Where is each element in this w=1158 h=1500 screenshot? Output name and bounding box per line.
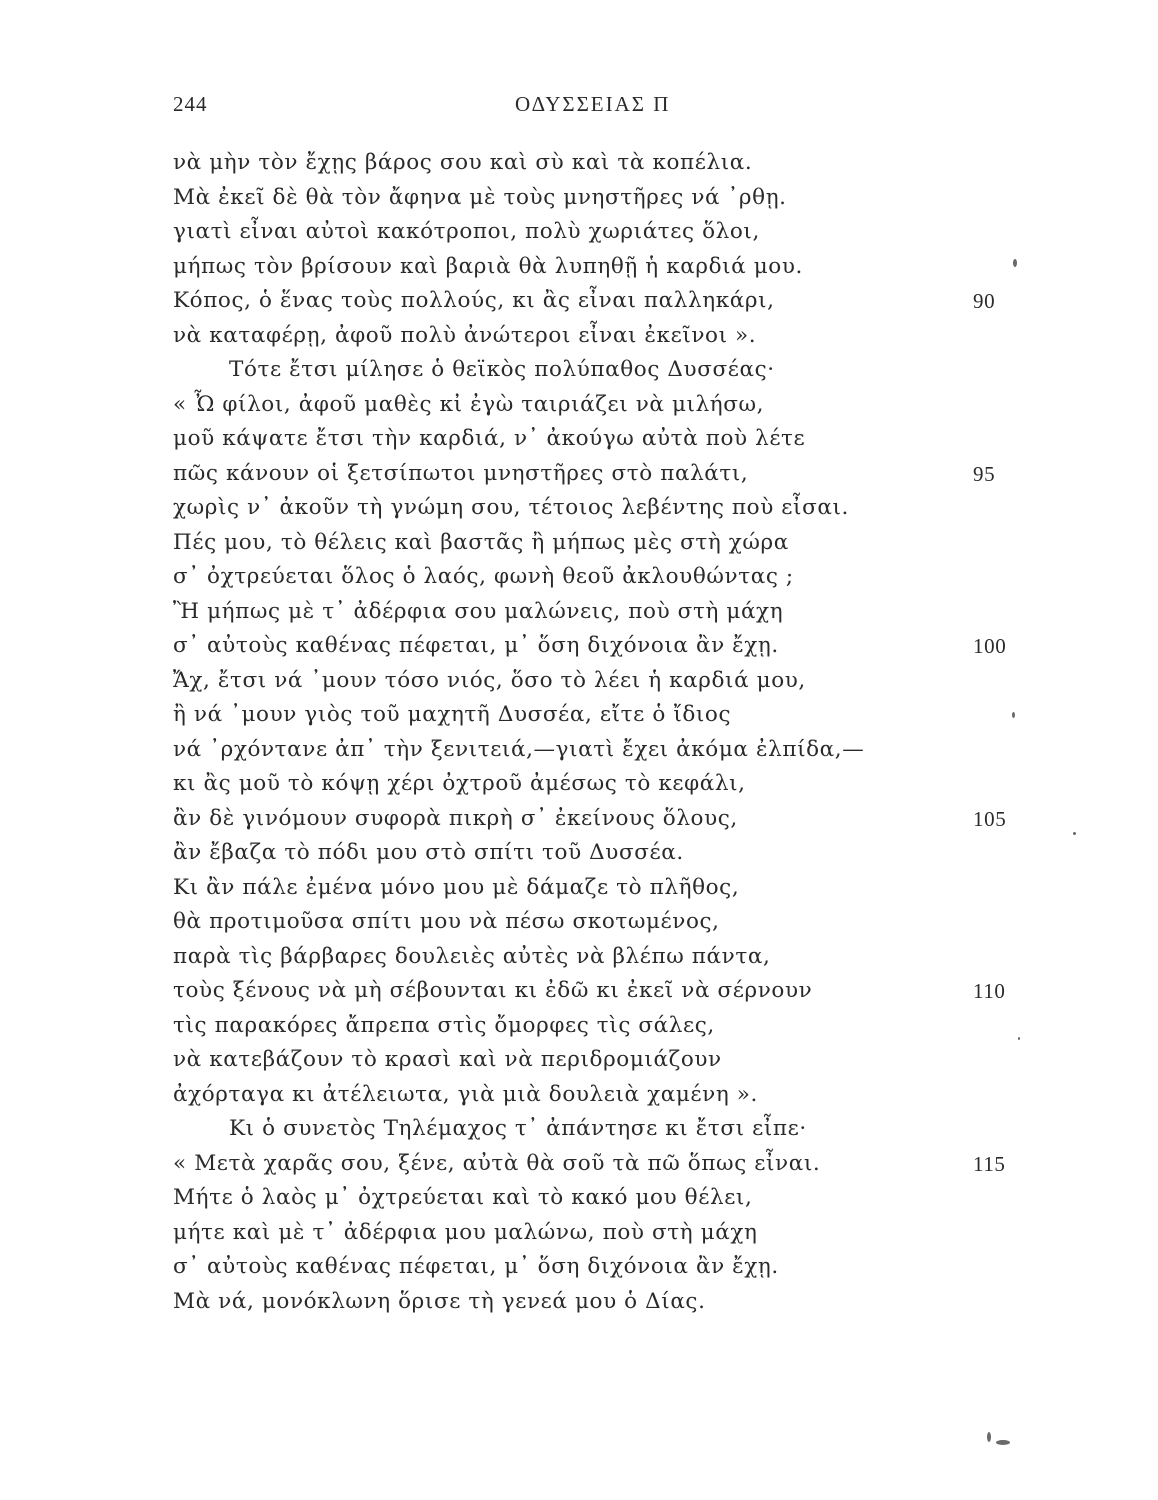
verse-line [173, 871, 1073, 906]
line-number: 110 [973, 979, 1006, 1003]
verse-line [173, 215, 1073, 250]
scan-speck [1018, 1037, 1020, 1040]
verse-text: « Ὦ φίλοι, ἀφοῦ μαθὲς κἰ ἐγὼ ταιριάζει νὰ μιλήσω, [173, 391, 765, 417]
verse-text: ἂν δὲ γινόμουν συφορὰ πικρὴ σ᾿ ἐκείνους ὅλους, [173, 805, 738, 831]
line-number: 105 [973, 806, 1007, 831]
verse-line [173, 560, 1073, 595]
scan-speck [1012, 712, 1015, 718]
verse-line [173, 1147, 1073, 1182]
line-number: 115 [973, 1151, 1006, 1176]
verse-line [173, 284, 1073, 319]
line-number: 100 [973, 634, 1007, 658]
verse-line [173, 1250, 1073, 1285]
verse-text: χωρὶς ν᾿ ἀκοῦν τὴ γνώμη σου, τέτοιος λεβέντης ποὺ εἶσαι. [173, 495, 849, 520]
verse-text: σ᾿ ὀχτρεύεται ὅλος ὁ λαός, φωνὴ θεοῦ ἀκλουθώντας ; [173, 564, 794, 589]
verse-text: Κι ἂν πάλε ἐμένα μόνο μου μὲ δάμαζε τὸ πλῆθος, [173, 874, 740, 900]
verse-text: σ᾿ αὐτοὺς καθένας πέφεται, μ᾿ ὅση διχόνοια ἂν ἔχῃ. [173, 1254, 779, 1279]
verse-text: σ᾿ αὐτοὺς καθένας πέφεται, μ᾿ ὅση διχόνοια ἂν ἔχῃ. [173, 633, 779, 658]
verse-line [173, 181, 1073, 216]
verse-line [173, 836, 1073, 871]
scan-speck [996, 1440, 1010, 1445]
verse-text: Μὰ νά, μονόκλωνη ὅρισε τὴ γενεά μου ὁ Δίας. [173, 1288, 706, 1314]
verse-text: μήπως τὸν βρίσουν καὶ βαριὰ θὰ λυπηθῇ ἡ καρδιά μου. [173, 253, 803, 279]
verse-line [173, 733, 1073, 768]
verse-text: νὰ μὴν τὸν ἔχῃς βάρος σου καὶ σὺ καὶ τὰ κοπέλια. [173, 150, 753, 175]
verse-line [173, 353, 1073, 388]
verse-line [173, 1285, 1073, 1320]
verse-line [173, 457, 1073, 492]
verse-text: νὰ κατεβάζουν τὸ κρασὶ καὶ νὰ περιδρομιάζουν [173, 1047, 722, 1072]
verse-text: κι ἂς μοῦ τὸ κόψῃ χέρι ὀχτροῦ ἀμέσως τὸ κεφάλι, [173, 771, 746, 796]
verse-line [173, 905, 1073, 940]
line-number: 95 [973, 461, 996, 486]
verse-line [173, 319, 1073, 354]
verse-line [173, 1216, 1073, 1251]
verse-text: Μήτε ὁ λαὸς μ᾿ ὀχτρεύεται καὶ τὸ κακό μου θέλει, [173, 1185, 753, 1210]
verse-line [173, 526, 1073, 561]
verse-text: νὰ καταφέρῃ, ἀφοῦ πολὺ ἀνώτεροι εἶναι ἐκεῖνοι ». [173, 322, 757, 348]
verse-text: Πές μου, τὸ θέλεις καὶ βαστᾶς ἢ μήπως μὲς στὴ χώρα [173, 529, 789, 555]
verse-text: Ἄχ, ἔτσι νά ᾿μουν τόσο νιός, ὅσο τὸ λέει ἡ καρδιά μου, [173, 667, 806, 693]
verse-block [173, 146, 1073, 1319]
verse-line [173, 491, 1073, 526]
verse-text: ἀχόρταγα κι ἀτέλειωτα, γιὰ μιὰ δουλειὰ χαμένη ». [173, 1081, 758, 1107]
page-header [173, 92, 1023, 122]
verse-text: τοὺς ξένους νὰ μὴ σέβουνται κι ἐδῶ κι ἐκεῖ νὰ σέρνουν [173, 978, 813, 1003]
verse-line [173, 250, 1073, 285]
verse-text: θὰ προτιμοῦσα σπίτι μου νὰ πέσω σκοτωμένος, [173, 909, 720, 934]
verse-line [173, 698, 1073, 733]
verse-text: τὶς παρακόρες ἄπρεπα στὶς ὄμορφες τὶς σάλες, [173, 1012, 715, 1038]
verse-line [173, 1009, 1073, 1044]
verse-text: μοῦ κάψατε ἔτσι τὴν καρδιά, ν᾿ ἀκούγω αὐτὰ ποὺ λέτε [173, 426, 806, 451]
scan-speck [1073, 832, 1076, 835]
verse-line [173, 595, 1073, 630]
verse-text: γιατὶ εἶναι αὐτοὶ κακότροποι, πολὺ χωριάτες ὅλοι, [173, 219, 760, 244]
verse-line [173, 1078, 1073, 1113]
verse-line [173, 664, 1073, 699]
verse-line [173, 1043, 1073, 1078]
verse-text: μήτε καὶ μὲ τ᾿ ἀδέρφια μου μαλώνω, ποὺ στὴ μάχη [173, 1219, 758, 1245]
verse-line [173, 629, 1073, 664]
verse-line [173, 388, 1073, 423]
page-number: 244 [173, 92, 208, 116]
verse-text: Ἢ μήπως μὲ τ᾿ ἀδέρφια σου μαλώνεις, ποὺ στὴ μάχη [173, 598, 784, 624]
verse-text: νά ᾿ρχόντανε ἀπ᾿ τὴν ξενιτειά,—γιατὶ ἔχει ἀκόμα ἐλπίδα,— [173, 736, 865, 762]
verse-line [173, 146, 1073, 181]
verse-text: Κι ὁ συνετὸς Τηλέμαχος τ᾿ ἀπάντησε κι ἔτσι εἶπε· [229, 1116, 807, 1141]
verse-text: « Μετὰ χαρᾶς σου, ξένε, αὐτὰ θὰ σοῦ τὰ πῶ ὅπως εἶναι. [173, 1150, 821, 1176]
verse-line [173, 422, 1073, 457]
verse-text: Τότε ἔτσι μίλησε ὁ θεϊκὸς πολύπαθος Δυσσέας· [229, 357, 775, 382]
verse-line [173, 1181, 1073, 1216]
verse-text: παρὰ τὶς βάρβαρες δουλειὲς αὐτὲς νὰ βλέπω πάντα, [173, 943, 771, 969]
verse-text: ἢ νά ᾿μουν γιὸς τοῦ μαχητῆ Δυσσέα, εἴτε ὁ ἴδιος [173, 702, 732, 727]
verse-line [173, 1112, 1073, 1147]
verse-text: ἂν ἔβαζα τὸ πόδι μου στὸ σπίτι τοῦ Δυσσέα. [173, 840, 684, 865]
verse-text: Κόπος, ὁ ἕνας τοὺς πολλούς, κι ἂς εἶναι παλληκάρι, [173, 288, 775, 313]
verse-line [173, 940, 1073, 975]
running-title: ΟΔΥΣΣΕΙΑΣ Π [515, 92, 671, 116]
verse-line [173, 767, 1073, 802]
verse-text: Μὰ ἐκεῖ δὲ θὰ τὸν ἄφηνα μὲ τοὺς μνηστῆρες νά ᾿ρθῃ. [173, 184, 787, 210]
verse-line [173, 802, 1073, 837]
verse-text: πῶς κάνουν οἱ ξετσίπωτοι μνηστῆρες στὸ παλάτι, [173, 460, 749, 486]
verse-line [173, 974, 1073, 1009]
scan-speck [1013, 259, 1017, 267]
scan-speck [987, 1432, 991, 1442]
line-number: 90 [973, 289, 996, 313]
